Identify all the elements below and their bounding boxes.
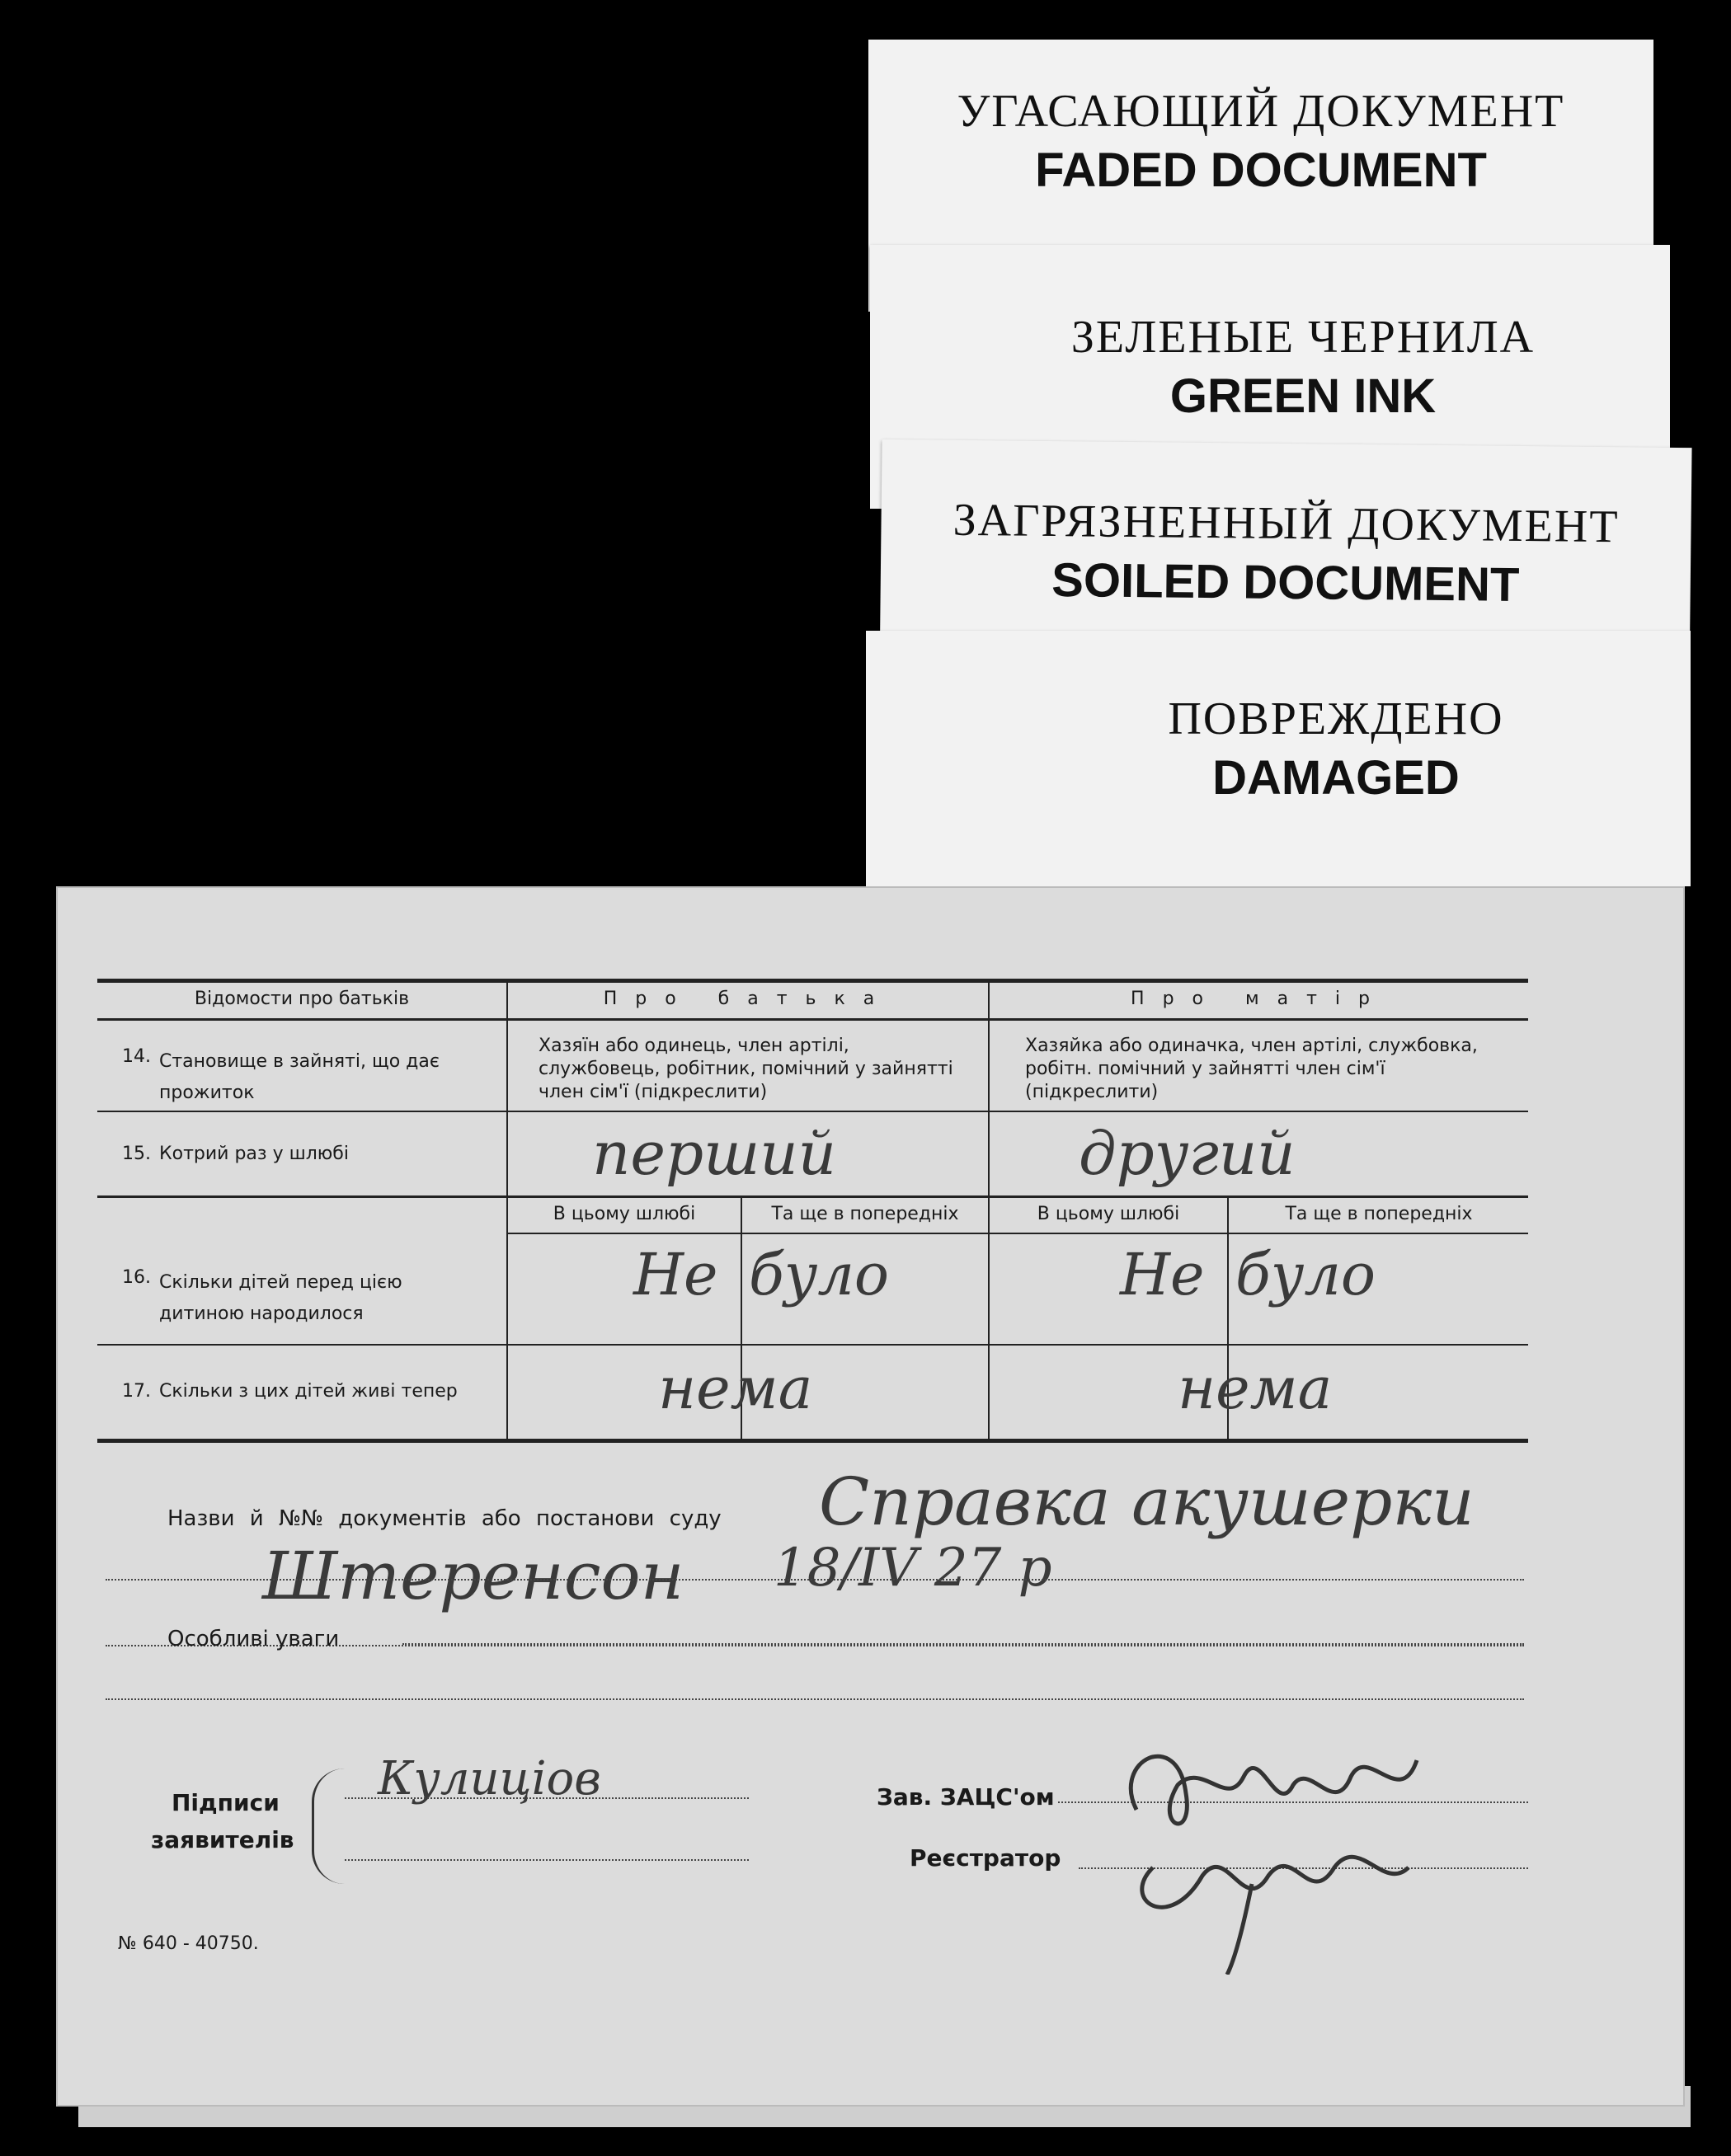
mother-children-previous: було <box>1235 1241 1376 1308</box>
mother-children-this: Не <box>1120 1241 1205 1308</box>
column-divider <box>506 981 508 1440</box>
table-bottom-rule <box>97 1439 1528 1443</box>
row-label: Скільки дітей перед цією дитиною народилося <box>159 1272 402 1324</box>
mother-marriage-count: другий <box>1079 1119 1296 1188</box>
row-rule <box>97 1111 1528 1112</box>
header-mother: Про матір <box>1131 989 1388 1009</box>
header-parents-info: Відомости про батьків <box>194 989 410 1009</box>
remarks-label: Особливі уваги <box>167 1627 340 1651</box>
father-children-living: нема <box>658 1355 813 1422</box>
father-children-this: Не <box>633 1241 718 1308</box>
subheader-this-marriage: В цьому шлюбі <box>553 1204 696 1224</box>
subheader-previous: Та ще в попередніх <box>1285 1204 1473 1224</box>
row-label: Котрий раз у шлюбі <box>159 1144 349 1164</box>
applicant-signature: Кулиціов <box>378 1752 601 1806</box>
form-number: № 640 - 40750. <box>118 1933 259 1954</box>
row-label: Становище в зайняті, що дає прожиток <box>159 1051 440 1103</box>
registrar-label: Реєстратор <box>910 1844 1061 1872</box>
documents-value-name: Штеренсон <box>262 1538 684 1614</box>
row-label: Скільки з цих дітей живі тепер <box>159 1381 458 1402</box>
label-en: FADED DOCUMENT <box>1035 143 1487 197</box>
head-label: Зав. ЗАЦС'ом <box>877 1783 1055 1811</box>
subheader-this-marriage: В цьому шлюбі <box>1037 1204 1180 1224</box>
fill-line <box>402 1643 1524 1645</box>
fill-line <box>106 1579 1524 1581</box>
mother-occupation-options: Хазяйка або одиначка, член артілі, службовка, робітн. помічний у зайнятті член сім'ї (підкреслити) <box>1025 1036 1478 1102</box>
row-number: 17. <box>122 1381 151 1402</box>
applicants-label: Підписи <box>172 1789 280 1816</box>
documents-label: Назви й №№ документів або постанови суду <box>167 1506 722 1531</box>
documents-value: Справка акушерки <box>819 1463 1475 1540</box>
label-card-damaged <box>866 631 1691 886</box>
label-ru: ЗАГРЯЗНЕННЫЙ ДОКУМЕНТ <box>953 494 1620 553</box>
subheader-rule <box>508 1233 1528 1234</box>
fill-line <box>106 1698 1524 1700</box>
father-children-previous: було <box>749 1241 890 1308</box>
row-rule <box>97 1344 1528 1346</box>
signature-line <box>345 1859 749 1861</box>
label-en: GREEN INK <box>1169 369 1437 423</box>
head-signature <box>1103 1711 1450 1975</box>
column-divider <box>988 981 990 1440</box>
table-header-rule <box>97 1018 1528 1021</box>
table-top-rule <box>97 979 1528 983</box>
label-en: DAMAGED <box>1212 751 1460 805</box>
registration-form <box>56 886 1685 2107</box>
row-number: 16. <box>122 1267 151 1288</box>
signature-line <box>345 1797 749 1799</box>
father-marriage-count: перший <box>592 1119 837 1188</box>
row-rule <box>97 1195 1528 1198</box>
row-number: 15. <box>122 1144 151 1164</box>
label-ru: УГАСАЮЩИЙ ДОКУМЕНТ <box>957 86 1565 137</box>
header-father: Про батька <box>603 989 893 1009</box>
subheader-previous: Та ще в попередніх <box>771 1204 959 1224</box>
brace <box>312 1768 347 1884</box>
father-occupation-options: Хазяїн або одинець, член артілі, службовець, робітник, помічний у зайнятті член сім'ї (підкреслити) <box>539 1036 953 1102</box>
documents-date: 18/IV 27 р <box>774 1538 1052 1599</box>
row-number: 14. <box>122 1046 151 1067</box>
label-ru: ЗЕЛЕНЫЕ ЧЕРНИЛА <box>1070 312 1536 363</box>
mother-children-living: нема <box>1178 1355 1333 1422</box>
applicants-label: заявителів <box>151 1826 294 1853</box>
label-ru: ПОВРЕЖДЕНО <box>1168 693 1504 745</box>
label-en: SOILED DOCUMENT <box>1051 553 1520 612</box>
